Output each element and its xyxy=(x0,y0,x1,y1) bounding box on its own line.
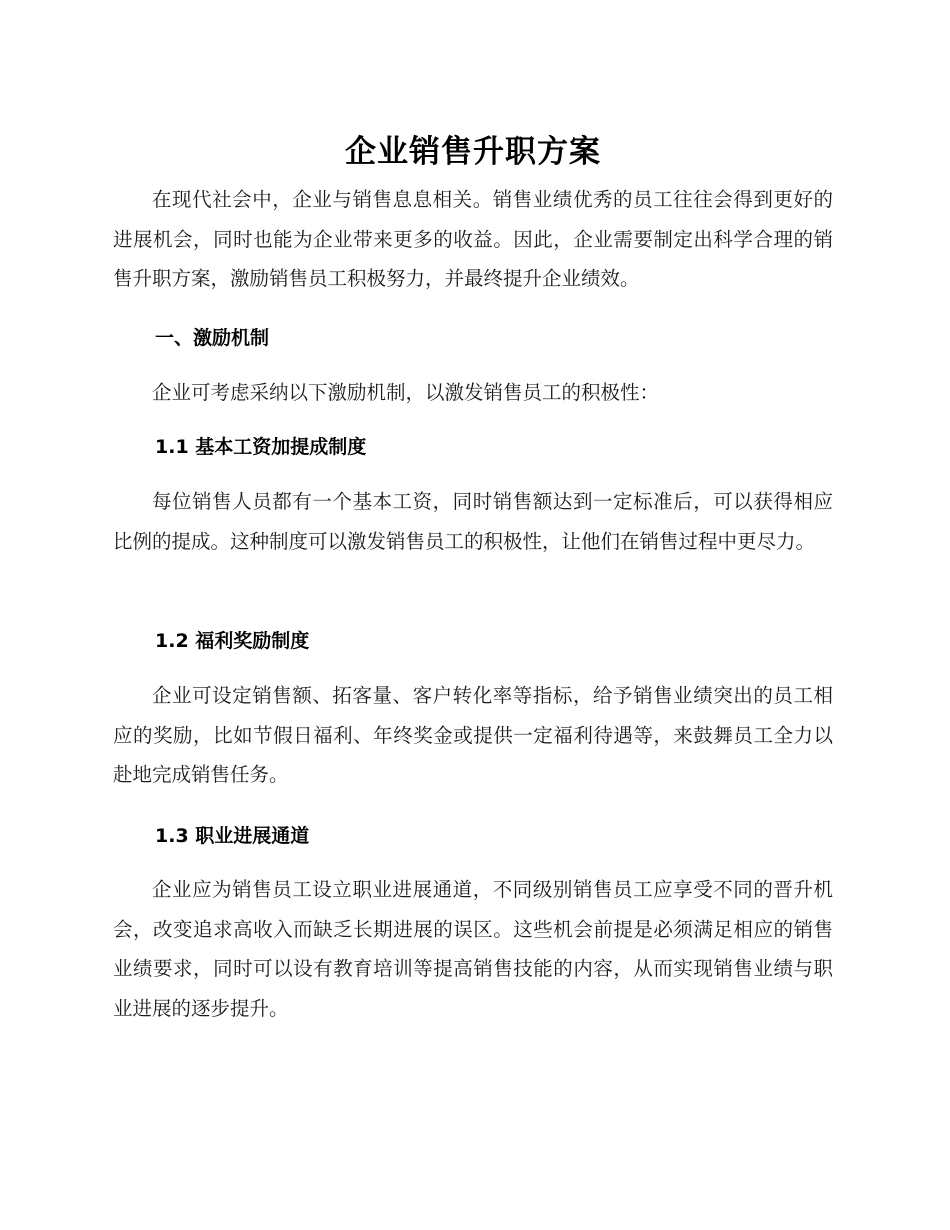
subsection-heading-salary-commission: 1.1 基本工资加提成制度 xyxy=(155,436,367,458)
subsection-body-salary-commission: 每位销售人员都有一个基本工资，同时销售额达到一定标准后，可以获得相应比例的提成。这种制度可以激发销售员工的积极性，让他们在销售过程中更尽力。 xyxy=(113,490,833,553)
section-lead-paragraph: 企业可考虑采纳以下激励机制，以激发销售员工的积极性： xyxy=(152,381,660,404)
section-heading-incentive: 一、激励机制 xyxy=(155,327,270,349)
intro-paragraph: 在现代社会中，企业与销售息息相关。销售业绩优秀的员工往往会得到更好的进展机会，同时也能为企业带来更多的收益。因此，企业需要制定出科学合理的销售升职方案，激励销售员工积极努力，并最终提升企业绩效。 xyxy=(113,188,833,290)
subsection-body-career-path: 企业应为销售员工设立职业进展通道，不同级别销售员工应享受不同的晋升机会，改变追求高收入而缺乏长期进展的误区。这些机会前提是必须满足相应的销售业绩要求，同时可以设有教育培训等提高销售技能的内容，从而实现销售业绩与职业进展的逐步提升。 xyxy=(113,878,833,1020)
document-title: 企业销售升职方案 xyxy=(345,134,601,170)
subsection-heading-career-path: 1.3 职业进展通道 xyxy=(155,825,310,847)
subsection-body-benefits: 企业可设定销售额、拓客量、客户转化率等指标，给予销售业绩突出的员工相应的奖励，比如节假日福利、年终奖金或提供一定福利待遇等，来鼓舞员工全力以赴地完成销售任务。 xyxy=(113,684,833,786)
subsection-heading-benefits: 1.2 福利奖励制度 xyxy=(155,630,310,652)
